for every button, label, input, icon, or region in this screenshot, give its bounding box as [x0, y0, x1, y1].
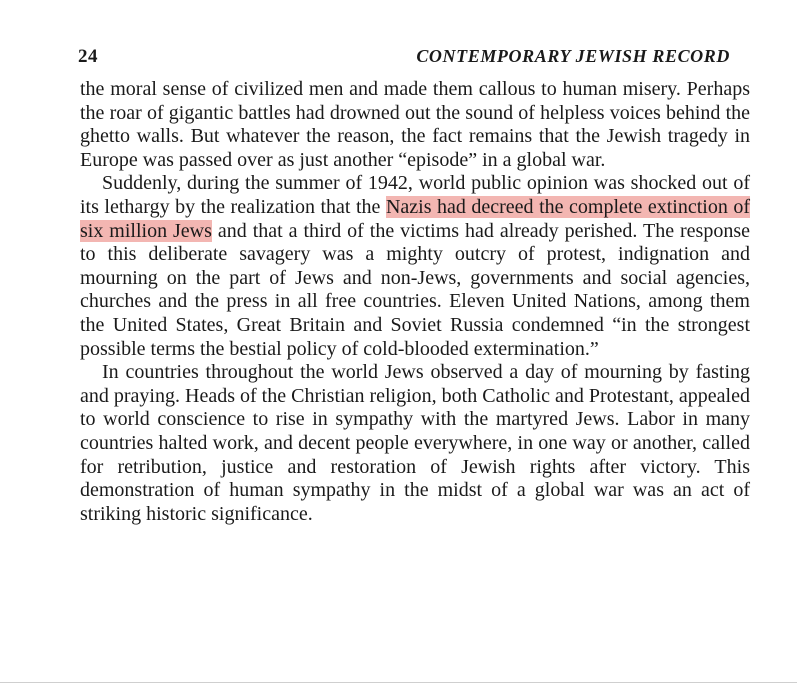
page-number: 24 [78, 46, 98, 67]
paragraph-2 [80, 172, 750, 361]
page-header [78, 46, 730, 72]
paragraph-2-after: and that a third of the victims had already perished. The response to this deliberate savagery was a mighty outcry of protest, indignation and mourning on the part of Jews and non-Jews, governments and social agencies, churches and the press in all free countries. Eleven United Nations, among them the United States, Great Britain and Soviet Russia condemned “in the strongest possible terms the bestial policy of cold-blooded extermination.” [80, 219, 750, 360]
page-bottom-divider [0, 682, 797, 683]
paragraph-1: the moral sense of civilized men and made them callous to human misery. Perhaps the roar of gigantic battles had drowned out the sound of helpless voices behind the ghetto walls. But whatever the reason, the fact remains that the Jewish tragedy in Europe was passed over as just another “episode” in a global war. [80, 78, 750, 171]
body-text [80, 78, 750, 526]
paragraph-2-before: Suddenly, during the summer of 1942, world public opinion was shocked out of its lethargy by the realization that the [80, 172, 750, 218]
running-head: CONTEMPORARY JEWISH RECORD [416, 46, 730, 66]
highlighted-passage: Nazis had decreed the complete extinction of six million Jews [80, 195, 750, 242]
paragraph-3: In countries throughout the world Jews observed a day of mourning by fasting and praying. Heads of the Christian religion, both Catholic and Protestant, appealed to world conscience to rise in sympathy with the martyred Jews. Labor in many countries halted work, and decent people everywhere, in one way or another, called for retribution, justice and restoration of Jewish rights after victory. This demonstration of human sympathy in the midst of a global war was an act of striking historic significance. [80, 361, 750, 525]
